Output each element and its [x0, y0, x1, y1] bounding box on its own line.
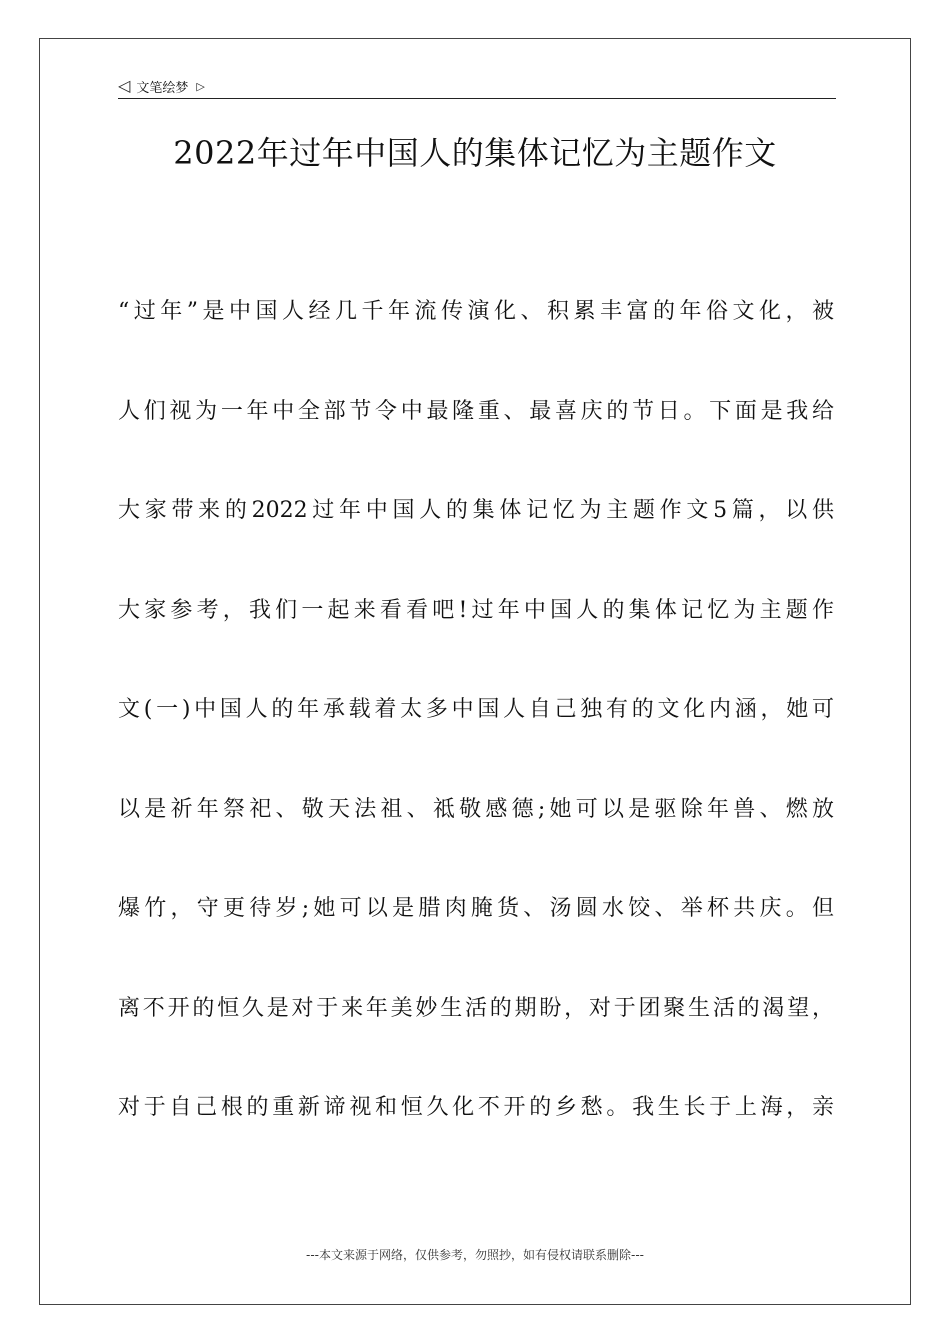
- body-line: “过年”是中国人经几千年流传演化、积累丰富的年俗文化，被: [118, 299, 834, 324]
- body-line: 大家带来的2022过年中国人的集体记忆为主题作文5篇，以供: [118, 498, 834, 523]
- document-header: [118, 74, 836, 99]
- header-brand: 文笔绘梦: [136, 80, 189, 96]
- document-title: 2022年过年中国人的集体记忆为主题作文: [173, 134, 777, 172]
- body-line: 离不开的恒久是对于来年美妙生活的期盼，对于团聚生活的渴望，: [118, 995, 834, 1021]
- triangle-right-icon: ▷: [196, 79, 205, 93]
- body-line: 文(一)中国人的年承载着太多中国人自己独有的文化内涵，她可: [118, 697, 834, 722]
- body-line: 对于自己根的重新谛视和恒久化不开的乡愁。我生长于上海，亲: [118, 1095, 834, 1120]
- footer-disclaimer: ---本文来源于网络，仅供参考，勿照抄，如有侵权请联系删除---: [306, 1248, 644, 1262]
- triangle-left-icon: ◁: [118, 76, 131, 95]
- body-line: 爆竹，守更待岁;她可以是腊肉腌货、汤圆水饺、举杯共庆。但: [118, 896, 834, 921]
- body-line: 大家参考，我们一起来看看吧!过年中国人的集体记忆为主题作: [118, 597, 834, 623]
- document-body: [118, 262, 834, 1158]
- body-line: 以是祈年祭祀、敬天法祖、祗敬感德;她可以是驱除年兽、燃放: [118, 796, 834, 822]
- body-line: 人们视为一年中全部节令中最隆重、最喜庆的节日。下面是我给: [118, 398, 834, 424]
